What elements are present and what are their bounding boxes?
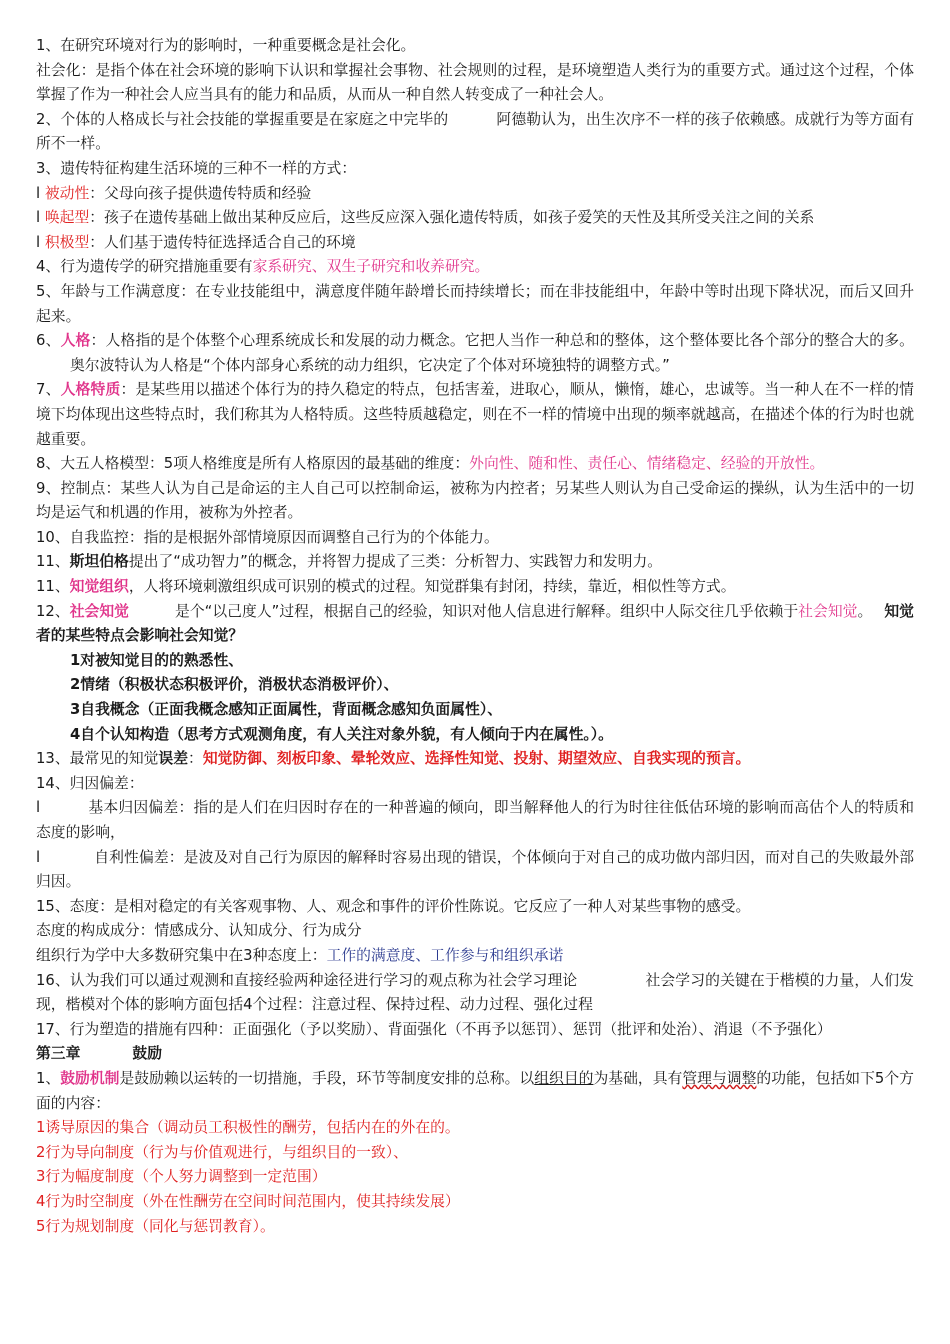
mechanism-4: 4行为时空制度（外在性酬劳在空间时间范围内，使其持续发展） <box>36 1192 460 1210</box>
item-6: 6、人格：人格指的是个体整个心理系统成长和发展的动力概念。它把人当作一种总和的整体，这个整体要比各个部分的整合大的多。奥尔波特认为人格是“个体内部身心系统的动力组织，它决定了个体对环境独特的调整方式。” <box>36 332 914 374</box>
item-3: 3、遗传特征构建生活环境的三种不一样的方式： <box>36 159 357 177</box>
term-passive: 被动性 <box>44 184 90 202</box>
mechanism-5: 5行为规划制度（同化与惩罚教育）。 <box>36 1217 275 1235</box>
item-11a: 11、斯坦伯格提出了“成功智力”的概念，并将智力提成了三类：分析智力、实践智力和发明力。 <box>36 553 663 571</box>
item-17: 17、行为塑造的措施有四种：正面强化（予以奖励）、背面强化（不再予以惩罚）、惩罚（批评和处治）、消退（不予强化） <box>36 1020 832 1038</box>
factor-1: 1对被知觉目的的熟悉性、 <box>70 651 244 669</box>
item-14: 14、归因偏差： <box>36 774 144 792</box>
item-5: 5、年龄与工作满意度：在专业技能组中，满意度伴随年龄增长而持续增长；而在非技能组中，年龄中等时出现下降状况，而后又回升起来。 <box>36 282 914 325</box>
mechanism-1: 1诱导原因的集合（调动员工积极性的酬劳，包括内在的外在的。 <box>36 1119 460 1137</box>
attitude-components: 态度的构成成分：情感成分、认知成分、行为成分 <box>36 922 362 940</box>
item-1: 1、在研究环境对行为的影响时，一种重要概念是社会化。 <box>36 37 416 54</box>
item-4: 4、行为遗传学的研究措施重要有家系研究、双生子研究和收养研究。 <box>36 258 490 276</box>
item-8: 8、大五人格模型：5项人格维度是所有人格原因的最基础的维度：外向性、随和性、责任心、情绪稳定、经验的开放性。 <box>36 455 825 473</box>
bullet-passive: l 被动性：父母向孩子提供遗传特质和经验 <box>36 184 312 202</box>
term-social-perception: 社会知觉 <box>69 602 129 620</box>
mechanism-3: 3行为幅度制度（个人努力调整到一定范围） <box>36 1168 327 1186</box>
term-perceptual-org: 知觉组织 <box>69 578 129 596</box>
attitude-focus: 组织行为学中大多数研究集中在3种态度上：工作的满意度、工作参与和组织承诺 <box>36 946 564 964</box>
term-personality: 人格 <box>60 332 91 350</box>
item-9: 9、控制点：某些人认为自己是命运的主人自己可以控制命运，被称为内控者；另某些人则认为自己受命运的操纵，认为生活中的一切均是运气和机遇的作用，被称为外控者。 <box>36 479 914 522</box>
bullet-evocative: l 唤起型：孩子在遗传基础上做出某种反应后，这些反应深入强化遗传特质，如孩子爱笑的天性及其所受关注之间的关系 <box>36 209 815 227</box>
item-2: 2、个体的人格成长与社会技能的掌握重要是在家庭之中完毕的 阿德勒认为，出生次序不一样的孩子依赖感。成就行为等方面有所不一样。 <box>36 110 914 153</box>
item-16: 16、认为我们可以通过观测和直接经验两种途径进行学习的观点称为社会学习理论 社会学习的关键在于楷模的力量，人们发现，楷模对个体的影响方面包括4个过程：注意过程、保持过程、动力过程、强化过程 <box>36 971 914 1014</box>
chapter-heading: 第三章 鼓励 <box>36 1045 163 1063</box>
item-13: 13、最常见的知觉误差：知觉防御、刻板印象、晕轮效应、选择性知觉、投射、期望效应、自我实现的预言。 <box>36 750 751 768</box>
incentive-mechanism: 1、鼓励机制是鼓励赖以运转的一切措施，手段，环节等制度安排的总称。以组织目的为基础，具有管理与调整的功能，包括如下5个方面的内容： <box>36 1069 914 1112</box>
item-11b: 11、知觉组织，人将环境刺激组织成可识别的模式的过程。知觉群集有封闭，持续，靠近，相似性等方式。 <box>36 578 736 596</box>
term-active: 积极型 <box>44 233 90 251</box>
term-incentive-mechanism: 鼓励机制 <box>60 1069 120 1087</box>
bias-fundamental: l 基本归因偏差：指的是人们在归因时存在的一种普遍的倾向，即当解释他人的行为时往往低估环境的影响而高估个人的特质和态度的影响， <box>36 799 914 841</box>
item-15: 15、态度：是相对稳定的有关客观事物、人、观念和事件的评价性陈说。它反应了一种人对某些事物的感受。 <box>36 897 751 915</box>
factor-3: 3自我概念（正面我概念感知正面属性，背面概念感知负面属性）、 <box>70 701 503 719</box>
socialization-definition: 社会化：是指个体在社会环境的影响下认识和掌握社会事物、社会规则的过程，是环境塑造人类行为的重要方式。通过这个过程，个体掌握了作为一种社会人应当具有的能力和品质，从而从一种自然人转变成了一种社会人。 <box>36 61 914 104</box>
item-7: 7、人格特质：是某些用以描述个体行为的持久稳定的特点，包括害羞，进取心，顺从，懒惰，雄心，忠诚等。当一种人在不一样的情境下均体现出这些特点时，我们称其为人格特质。这些特质越稳定，则在不一样的情境中出现的频率就越高，在描述个体的行为时也就越重要。 <box>36 381 914 448</box>
term-personality-trait: 人格特质 <box>60 381 121 399</box>
factor-4: 4自个认知构造（思考方式观测角度，有人关注对象外貌，有人倾向于内在属性。）。 <box>70 725 613 743</box>
mechanism-2: 2行为导向制度（行为与价值观进行，与组织目的一致）、 <box>36 1143 408 1161</box>
bullet-active: l 积极型：人们基于遗传特征选择适合自己的环境 <box>36 233 356 251</box>
bias-self-serving: l 自利性偏差：是波及对自己行为原因的解释时容易出现的错误，个体倾向于对自己的成功做内部归因，而对自己的失败最外部归因。 <box>36 848 914 891</box>
item-12: 12、社会知觉 是个“以己度人”过程，根据自己的经验，知识对他人信息进行解释。组织中人际交往几乎依赖于社会知觉。 知觉者的某些特点会影响社会知觉？ <box>36 602 914 645</box>
factor-2: 2情绪（积极状态积极评价，消极状态消极评价）、 <box>70 676 399 694</box>
item-10: 10、自我监控：指的是根据外部情境原因而调整自己行为的个体能力。 <box>36 528 499 546</box>
term-evocative: 唤起型 <box>44 209 90 227</box>
